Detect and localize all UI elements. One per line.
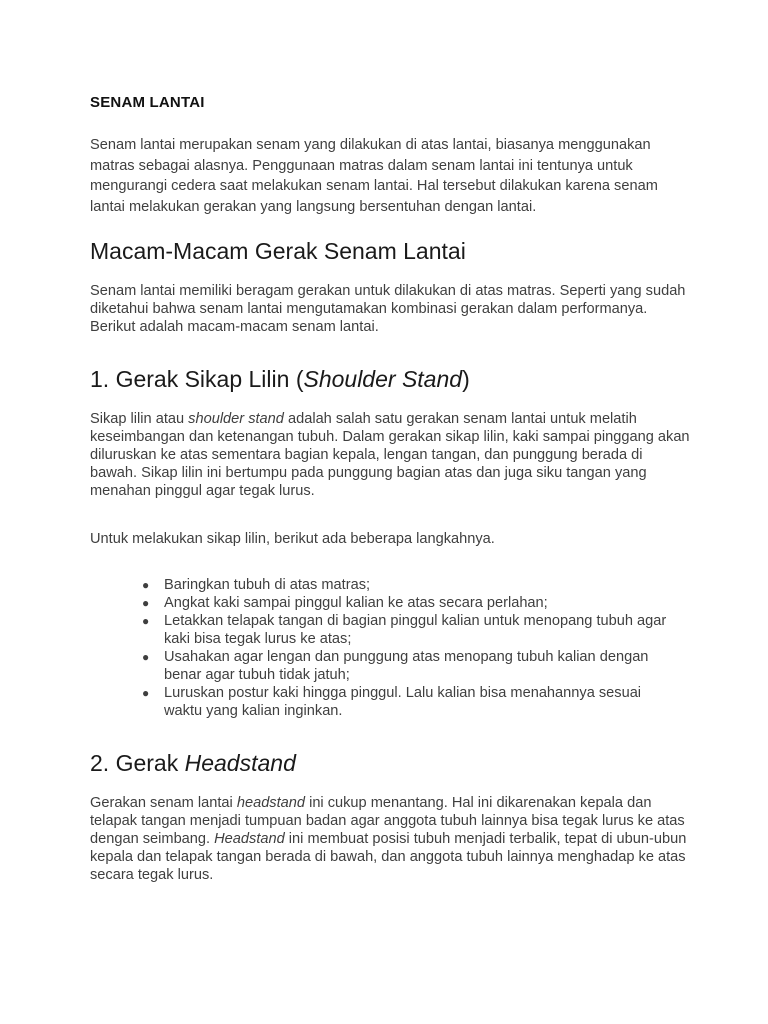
- intro-paragraph: Senam lantai merupakan senam yang dilakukan di atas lantai, biasanya menggunakan matras sebagai alasnya. Penggunaan matras dalam senam lantai ini tentunya untuk mengurangi cedera saat melakukan senam lantai. Hal tersebut dilakukan karena senam lantai melakukan gerakan yang langsung bersentuhan dengan lantai.: [90, 137, 658, 215]
- list-item-text: Baringkan tubuh di atas matras;: [164, 577, 371, 593]
- list-item: [90, 648, 690, 684]
- list-item: [90, 594, 690, 612]
- paragraph-sikap-lilin-italic: shoulder stand: [188, 411, 284, 427]
- list-item-text: Angkat kaki sampai pinggul kalian ke atas secara perlahan;: [164, 595, 548, 611]
- heading-sikap-lilin-italic: Shoulder Stand: [303, 366, 463, 392]
- heading-sikap-lilin-prefix: 1. Gerak Sikap Lilin (: [90, 366, 304, 392]
- list-item: [90, 612, 690, 648]
- paragraph-headstand-italic-2: Headstand: [214, 831, 285, 847]
- paragraph-sikap-lilin: [90, 410, 690, 500]
- heading-sikap-lilin-suffix: ): [462, 366, 470, 392]
- list-item-text: Luruskan postur kaki hingga pinggul. Lalu kalian bisa menahannya sesuai waktu yang kalian inginkan.: [164, 685, 642, 719]
- heading-headstand-italic: Headstand: [184, 750, 296, 776]
- heading-sikap-lilin: [90, 366, 470, 393]
- paragraph-headstand-italic-1: headstand: [236, 795, 306, 811]
- paragraph-steps-intro: Untuk melakukan sikap lilin, berikut ada beberapa langkahnya.: [90, 531, 495, 547]
- heading-headstand-prefix: 2. Gerak: [90, 750, 185, 776]
- list-item-text: Letakkan telapak tangan di bagian pinggul kalian untuk menopang tubuh agar kaki bisa tegak lurus ke atas;: [164, 613, 667, 647]
- heading-headstand: [90, 750, 296, 777]
- bullet-icon: ●: [142, 596, 150, 610]
- paragraph-headstand-a: Gerakan senam lantai: [90, 795, 237, 811]
- bullet-icon: ●: [142, 650, 150, 664]
- paragraph-headstand: [90, 794, 690, 884]
- paragraph-sikap-lilin-b: adalah salah satu gerakan senam lantai untuk melatih keseimbangan dan ketenangan tubuh. Dalam gerakan sikap lilin, kaki sampai pinggang akan diluruskan ke atas sementara bagian kepala, lengan tangan, dan punggung berada di bawah. Sikap lilin ini bertumpu pada punggung bagian atas dan juga siku tangan yang menahan pinggul agar tegak lurus.: [90, 411, 690, 499]
- list-item: [90, 684, 690, 720]
- list-item: [90, 576, 690, 594]
- paragraph-headstand-b: ini cukup menantang. Hal ini dikarenakan kepala dan telapak tangan menjadi tumpuan badan agar anggota tubuh lainnya bisa tegak lurus ke atas dengan seimbang.: [90, 795, 685, 847]
- document-title: SENAM LANTAI: [90, 94, 205, 111]
- paragraph-headstand-c: ini membuat posisi tubuh menjadi terbalik, tepat di ubun-ubun kepala dan telapak tangan berada di bawah, dan anggota tubuh lainnya menghadap ke atas secara tegak lurus.: [90, 831, 687, 883]
- bullet-icon: ●: [142, 578, 150, 592]
- bullet-icon: ●: [142, 686, 150, 700]
- paragraph-macam-macam: Senam lantai memiliki beragam gerakan untuk dilakukan di atas matras. Seperti yang sudah diketahui bahwa senam lantai mengutamakan kombinasi gerakan dalam performanya. Berikut adalah macam-macam senam lantai.: [90, 283, 686, 335]
- paragraph-sikap-lilin-a: Sikap lilin atau: [90, 411, 189, 427]
- list-item-text: Usahakan agar lengan dan punggung atas menopang tubuh kalian dengan benar agar tubuh tidak jatuh;: [164, 649, 649, 683]
- bullet-icon: ●: [142, 614, 150, 628]
- heading-macam-macam: Macam-Macam Gerak Senam Lantai: [90, 238, 466, 264]
- steps-list: [90, 576, 690, 720]
